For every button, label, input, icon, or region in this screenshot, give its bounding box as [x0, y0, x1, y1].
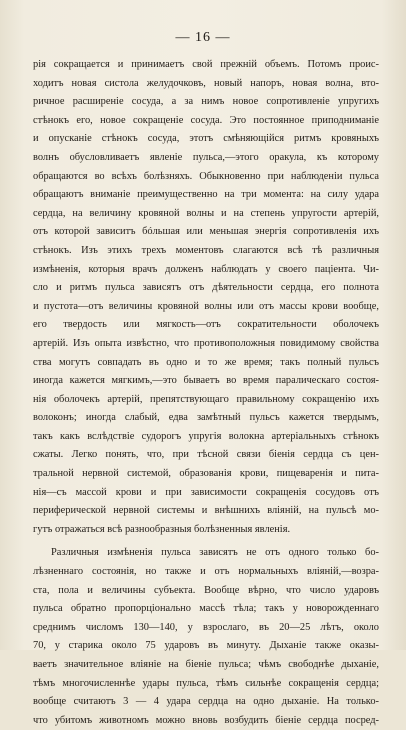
text-line: стѣнокъ его, новое сокращеніе сосуда. Это постоянное приподниманіе — [33, 114, 379, 126]
text-line: обращаются во всѣхъ болѣзняхъ. Обыкновенно при наблюденіи пульса — [33, 170, 379, 182]
text-line: вообще считаютъ 3 — 4 удара сердца на одно дыханіе. На только- — [33, 696, 379, 708]
text-line: сло и ритмъ пульса зависятъ отъ дѣятельности сердца, его полнота — [33, 282, 379, 294]
text-line: тѣмъ многочисленнѣе удары пульса, тѣмъ сильнѣе сокращенія сердца; — [33, 677, 379, 689]
text-line: гутъ отражаться всѣ разнообразныя болѣзненныя явленія. — [33, 523, 291, 535]
text-line: измѣненія, которыя врачъ долженъ наблюдать у своего паціента. Чи- — [33, 263, 379, 275]
text-line: ричное расширеніе сосуда, а за нимъ новое сопротивленіе упругихъ — [33, 96, 379, 108]
text-line: иногда кажется мягкимъ,—это бываетъ во время паралическаго состоя- — [33, 375, 379, 387]
text-line: обращаютъ вниманіе преимущественно на три момента: на силу удара — [33, 189, 379, 201]
text-line: ста, пола и величины субъекта. Вообще вѣрно, что число ударовъ — [33, 584, 379, 596]
text-line: 70, у старика около 75 ударовъ въ минуту. Дыханіе также оказы- — [33, 640, 379, 652]
body-text — [33, 56, 379, 730]
paragraph — [33, 56, 379, 539]
text-line: артерій. Изъ опыта извѣстно, что противоположныя повидимому свойства — [33, 337, 379, 349]
text-line: волоконъ; иногда слабый, едва замѣтный пульсъ кажется твердымъ, — [33, 412, 379, 424]
text-line: ваетъ значительное вліяніе на біеніе пульса; чѣмъ свободнѣе дыханіе, — [33, 659, 379, 670]
text-line: рія сокращается и принимаетъ свой прежній объемъ. Потомъ проис- — [33, 59, 379, 70]
text-line: пульса обратно пропорціонально массѣ тѣла; такъ у новорожденнаго — [33, 603, 379, 615]
text-line: и опусканіе стѣнокъ сосуда, этотъ смѣняющійся ритмъ кровяныхъ — [33, 133, 379, 145]
text-line: волнъ обусловливаетъ явленіе пульса,—этого оракула, къ которому — [33, 151, 379, 163]
text-line: нія оболочекъ артерій, препятствующаго правильному сокращенію ихъ — [33, 393, 379, 405]
text-line: ходитъ новая систола желудочковъ, новый напоръ, новая волна, вто- — [33, 77, 379, 89]
text-line: отъ которой зависитъ бóльшая или меньшая энергія сопротивленія ихъ — [33, 226, 379, 238]
text-line: стѣнокъ. Изъ этихъ трехъ моментовъ слагаются всѣ тѣ различныя — [33, 244, 379, 256]
text-line: тральной нервной системой, образованія крови, пищеваренія и пита- — [33, 468, 379, 480]
text-line: и пустота—отъ величины кровяной волны или отъ массы крови вообще, — [33, 300, 379, 312]
text-line: такъ какъ вслѣдствіе судорогъ упругія волокна артеріальныхъ стѣнокъ — [33, 430, 379, 442]
text-line: его твердость или мягкость—отъ сократительности оболочекъ — [33, 319, 379, 331]
text-line: сжаты. Легко понять, что, при тѣсной связи біенія сердца съ цен- — [33, 449, 379, 461]
text-line: среднимъ числомъ 130—140, у взрослаго, въ 20—25 лѣтъ, около — [33, 621, 379, 633]
paragraph — [33, 544, 379, 730]
page-number: — 16 — — [175, 30, 231, 45]
text-line: лѣзненнаго состоянія, но также и отъ нормальныхъ вліяній,—возра- — [33, 566, 379, 578]
text-line: что убитомъ животномъ можно вновь возбудить біеніе сердца посред- — [33, 714, 379, 726]
text-line: периферической нервной системы и внѣшнихъ вліяній, на пульсѣ мо- — [33, 505, 379, 517]
text-line: нія—съ массой крови и при зависимости сокращенія сосудовъ отъ — [33, 486, 379, 498]
text-line: ства могутъ совпадать въ одно и то же время; такъ полный пульсъ — [33, 356, 379, 368]
text-line: Различныя измѣненія пульса зависятъ не отъ одного только бо- — [51, 547, 379, 559]
text-line: сердца, на величину кровяной волны и на степень упругости артерій, — [33, 207, 379, 219]
